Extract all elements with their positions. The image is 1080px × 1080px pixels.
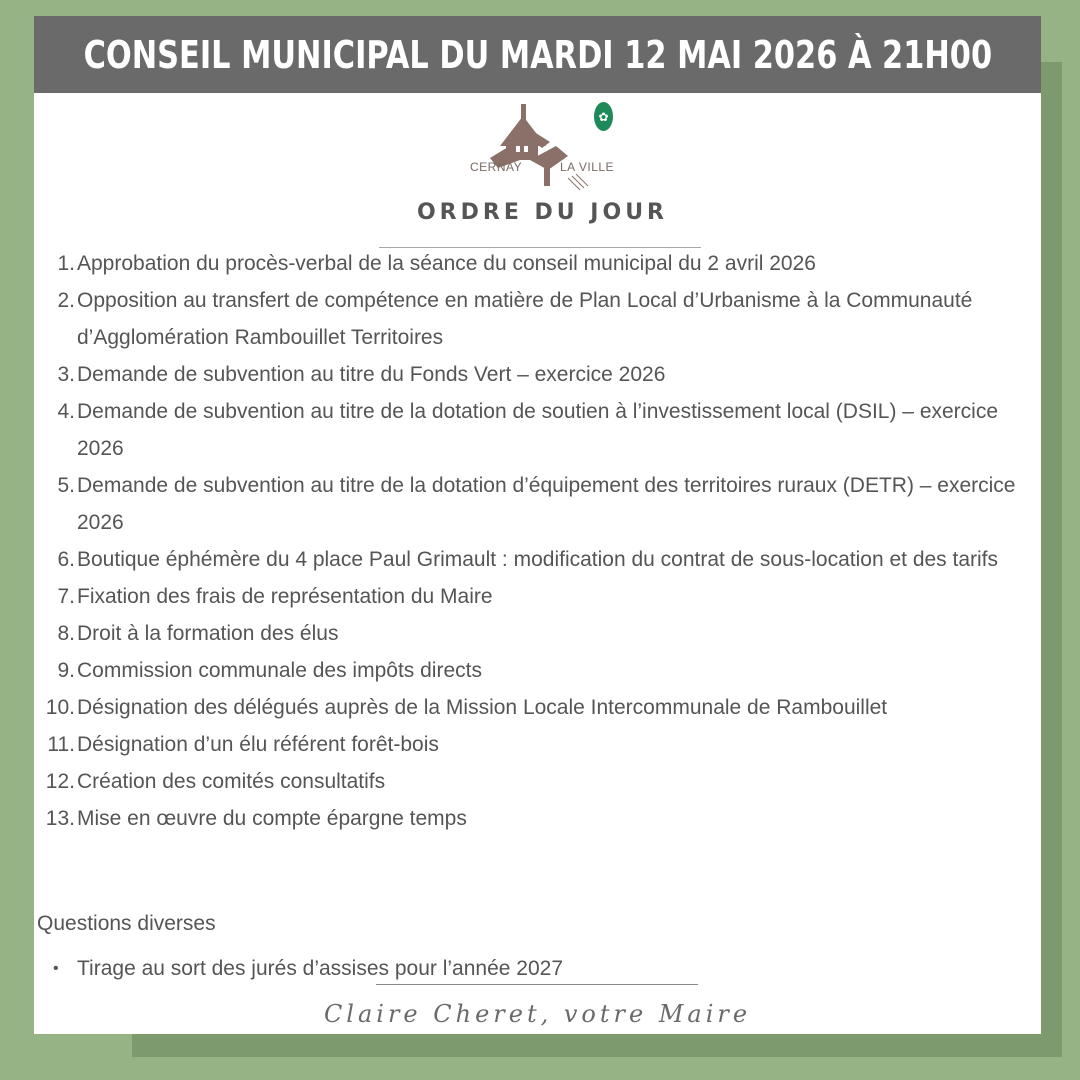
question-item-text: Tirage au sort des jurés d’assises pour l’année 2027 [77, 957, 564, 980]
agenda-item [34, 763, 1034, 800]
agenda-item [34, 245, 1034, 282]
agenda-list [34, 245, 1034, 837]
agenda-item-number: 13. [45, 807, 75, 830]
signature: Claire Cheret, votre Maire [323, 1000, 752, 1028]
bullet-icon: • [53, 960, 59, 977]
agenda-card [34, 16, 1041, 1034]
agenda-item-number: 12. [45, 770, 75, 793]
logo-text-la-ville: LA VILLE [560, 160, 615, 174]
agenda-item-text: Mise en œuvre du compte épargne temps [77, 807, 467, 830]
agenda-item-number: 7. [57, 585, 75, 608]
agenda-item-text: Boutique éphémère du 4 place Paul Grimault : modification du contrat de sous-location et des tarifs [77, 548, 999, 571]
agenda-item-text: Demande de subvention au titre de la dotation d’équipement des territoires ruraux (DETR) – exercice 2026 [77, 474, 1016, 534]
agenda-item-number: 11. [47, 733, 75, 756]
agenda-item-number: 3. [57, 363, 75, 386]
agenda-item-number: 4. [57, 400, 75, 423]
agenda-item [34, 393, 1034, 467]
agenda-item [34, 356, 1034, 393]
question-item [34, 950, 563, 987]
agenda-item-number: 6. [57, 548, 75, 571]
agenda-item-text: Opposition au transfert de compétence en matière de Plan Local d’Urbanisme à la Communauté d’Agglomération Rambouillet Territoires [77, 289, 973, 349]
agenda-item-number: 1. [57, 252, 75, 275]
agenda-item-number: 10. [45, 696, 75, 719]
agenda-item-text: Désignation d’un élu référent forêt-bois [77, 733, 439, 756]
agenda-item-number: 5. [57, 474, 75, 497]
agenda-item [34, 652, 1034, 689]
agenda-item-text: Commission communale des impôts directs [77, 659, 482, 682]
agenda-item [34, 578, 1034, 615]
questions-list [34, 950, 563, 987]
agenda-item-text: Fixation des frais de représentation du Maire [77, 585, 493, 608]
agenda-item-text: Désignation des délégués auprès de la Mission Locale Intercommunale de Rambouillet [77, 696, 888, 719]
agenda-item [34, 615, 1034, 652]
agenda-item-text: Approbation du procès-verbal de la séance du conseil municipal du 2 avril 2026 [77, 252, 816, 275]
agenda-item-number: 9. [57, 659, 75, 682]
questions-title: Questions diverses [37, 912, 216, 935]
agenda-item [34, 726, 1034, 763]
agenda-item [34, 541, 1034, 578]
agenda-item-text: Demande de subvention au titre du Fonds Vert – exercice 2026 [77, 363, 666, 386]
bottom-divider [376, 984, 698, 985]
agenda-item [34, 282, 1034, 356]
agenda-item-text: Droit à la formation des élus [77, 622, 339, 645]
agenda-item-number: 2. [57, 289, 75, 312]
agenda-item [34, 800, 1034, 837]
agenda-item [34, 467, 1034, 541]
page-title: CONSEIL MUNICIPAL DU MARDI 12 MAI 2026 À 21H00 [83, 32, 992, 77]
agenda-item-text: Création des comités consultatifs [77, 770, 386, 793]
logo-text-cernay: CERNAY [470, 160, 523, 174]
tree-icon: ✿ [594, 102, 613, 131]
section-title: ORDRE DU JOUR [416, 200, 668, 225]
agenda-item-text: Demande de subvention au titre de la dotation de soutien à l’investissement local (DSIL) – exercice 2026 [77, 400, 999, 460]
agenda-item [34, 689, 1034, 726]
header-banner [34, 16, 1041, 93]
agenda-item-number: 8. [57, 622, 75, 645]
